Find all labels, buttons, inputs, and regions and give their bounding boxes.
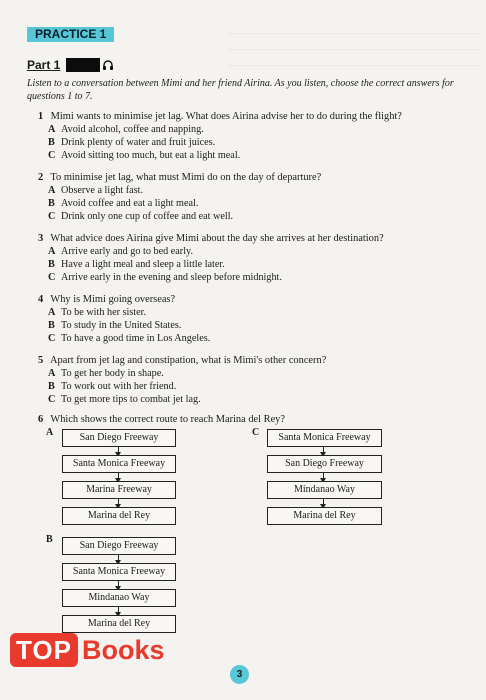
route-b-step-4: Marina del Rey xyxy=(62,615,176,633)
question-2: 2 To minimise jet lag, what must Mimi do on the day of departure? A Observe a light fast. B Avoid coffee and eat a light meal. C Drink only one cup of coffee and eat well. xyxy=(38,171,458,223)
option-b: B To study in the United States. xyxy=(48,320,182,331)
route-b-letter: B xyxy=(46,534,53,545)
question-stem: To minimise jet lag, what must Mimi do on the day of departure? xyxy=(50,172,322,183)
topbooks-logo xyxy=(10,633,165,667)
option-a: A To be with her sister. xyxy=(48,307,147,318)
option-b: B Avoid coffee and eat a light meal. xyxy=(48,198,199,209)
option-a: A Arrive early and go to bed early. xyxy=(48,246,194,257)
route-b-step-1: San Diego Freeway xyxy=(62,537,176,555)
question-6: 6 Which shows the correct route to reach Marina del Rey? xyxy=(38,414,285,425)
arrow-down xyxy=(323,446,324,454)
route-b-step-2: Santa Monica Freeway xyxy=(62,563,176,581)
arrow-down xyxy=(323,472,324,480)
track-number-box xyxy=(66,58,100,72)
route-a-step-4: Marina del Rey xyxy=(62,507,176,525)
option-b: B Have a light meal and sleep a little later. xyxy=(48,259,225,270)
question-stem: Which shows the correct route to reach Marina del Rey? xyxy=(50,414,285,425)
option-a: A Observe a light fast. xyxy=(48,185,144,196)
question-stem: What advice does Airina give Mimi about the day she arrives at her destination? xyxy=(50,233,384,244)
question-number: 1 xyxy=(38,111,44,122)
route-a-step-1: San Diego Freeway xyxy=(62,429,176,447)
option-b: B Drink plenty of water and fruit juices. xyxy=(48,137,216,148)
part-heading xyxy=(27,58,114,72)
question-1 xyxy=(38,110,458,162)
route-c-step-2: San Diego Freeway xyxy=(267,455,382,473)
arrow-down xyxy=(118,580,119,588)
route-c-step-4: Marina del Rey xyxy=(267,507,382,525)
arrow-down xyxy=(118,446,119,454)
option-c: C To have a good time in Los Angeles. xyxy=(48,333,211,344)
option-a: A Avoid alcohol, coffee and napping. xyxy=(48,124,204,135)
part-label: Part 1 xyxy=(27,58,61,72)
question-stem: Why is Mimi going overseas? xyxy=(50,294,176,305)
logo-top-text: TOP xyxy=(10,633,78,667)
option-b: B To work out with her friend. xyxy=(48,381,177,392)
question-stem: Apart from jet lag and constipation, what is Mimi's other concern? xyxy=(50,355,327,366)
option-a: A To get her body in shape. xyxy=(48,368,164,379)
route-c-step-3: Mindanao Way xyxy=(267,481,382,499)
route-c-step-1: Santa Monica Freeway xyxy=(267,429,382,447)
page-number: 3 xyxy=(230,665,249,684)
option-c: C Drink only one cup of coffee and eat well. xyxy=(48,211,234,222)
arrow-down xyxy=(118,472,119,480)
practice-badge: PRACTICE 1 xyxy=(27,27,114,42)
route-a-letter: A xyxy=(46,427,54,438)
question-stem: Mimi wants to minimise jet lag. What does Airina advise her to do during the flight? xyxy=(50,111,402,122)
arrow-down xyxy=(118,606,119,614)
headphone-icon xyxy=(102,59,114,71)
question-3: 3 What advice does Airina give Mimi about the day she arrives at her destination? A Arrive early and go to bed early. B Have a light meal and sleep a little later. C Arrive early in the evening and sleep before midnight. xyxy=(38,232,458,284)
route-b-step-3: Mindanao Way xyxy=(62,589,176,607)
arrow-down xyxy=(118,498,119,506)
route-c-letter: C xyxy=(252,427,260,438)
arrow-down xyxy=(118,554,119,562)
question-4: 4 Why is Mimi going overseas? A To be with her sister. B To study in the United States. C To have a good time in Los Angeles. xyxy=(38,293,458,345)
logo-books-text: Books xyxy=(81,634,165,665)
question-5: 5 Apart from jet lag and constipation, what is Mimi's other concern? A To get her body in shape. B To work out with her friend. C To get more tips to combat jet lag. xyxy=(38,354,458,406)
option-c: C Arrive early in the evening and sleep before midnight. xyxy=(48,272,282,283)
option-c: C To get more tips to combat jet lag. xyxy=(48,394,201,405)
route-a-step-2: Santa Monica Freeway xyxy=(62,455,176,473)
bleed-through-texture xyxy=(228,18,478,66)
arrow-down xyxy=(323,498,324,506)
option-c: C Avoid sitting too much, but eat a light meal. xyxy=(48,150,241,161)
instructions: Listen to a conversation between Mimi and her friend Airina. As you listen, choose the correct answers for questions 1 to 7. xyxy=(27,78,454,102)
route-a-step-3: Marina Freeway xyxy=(62,481,176,499)
